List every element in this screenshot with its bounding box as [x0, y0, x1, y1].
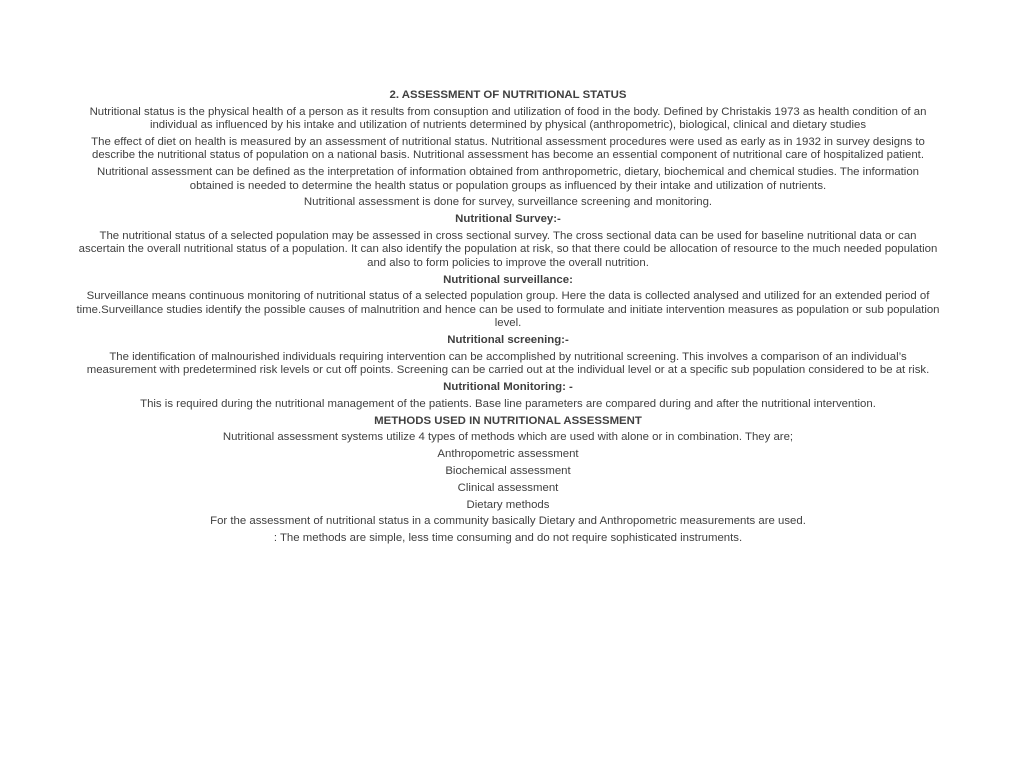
document-page — [76, 89, 940, 549]
intro-paragraph: Nutritional assessment can be defined as the interpretation of information obtained from anthropometric, dietary, biochemical and chemical studies. The information obtained is needed to determine the health status or population groups as influenced by their intake and utilization of nutrients. — [96, 166, 920, 192]
screening-heading: Nutritional screening:- — [447, 334, 569, 347]
method-item: Dietary methods — [466, 498, 550, 511]
document-title: 2. ASSESSMENT OF NUTRITIONAL STATUS — [389, 89, 627, 101]
intro-paragraph: Nutritional status is the physical health of a person as it results from consuption and utilization of food in the body. Defined by Christakis 1973 as health condition of an individual as influenced by his intake and utilization of nutrients determined by physical (anthropometric), biological, clinical and dietary studies — [89, 105, 927, 132]
surveillance-heading: Nutritional surveillance: — [443, 273, 573, 286]
method-item: Biochemical assessment — [445, 465, 571, 477]
methods-note: : The methods are simple, less time consuming and do not require sophisticated instruments. — [273, 532, 743, 545]
community-methods-paragraph: For the assessment of nutritional status in a community basically Dietary and Anthropometric measurements are used. — [210, 515, 806, 528]
survey-paragraph: The nutritional status of a selected population may be assessed in cross sectional survey. The cross sectional data can be used for baseline nutritional data or can ascertain the overall nutritional status of a population. It can also identify the population at risk, so that there could be allocation of resource to the much needed population and also to form policies to improve the overall nutrition. — [78, 230, 938, 269]
monitoring-heading: Nutritional Monitoring: - — [443, 381, 573, 394]
screening-paragraph: The identification of malnourished individuals requiring intervention can be accomplished by nutritional screening. This involves a comparison of an individual’s measurement with predetermined risk levels or cut off points. Screening can be carried out at the individual level or at a specific sub population considered to be at risk. — [86, 350, 930, 377]
method-item: Clinical assessment — [457, 481, 559, 494]
method-item: Anthropometric assessment — [437, 448, 579, 461]
intro-paragraph: Nutritional assessment is done for survey, surveillance screening and monitoring. — [303, 196, 713, 209]
methods-heading: METHODS USED IN NUTRITIONAL ASSESSMENT — [374, 414, 642, 427]
intro-paragraph: The effect of diet on health is measured by an assessment of nutritional status. Nutritional assessment procedures were used as early as in 1932 in survey designs to describe the nutritional status of population on a national basis. Nutritional assessment has become an essential component of nutritional care of hospitalized patient. — [91, 136, 925, 162]
methods-intro: Nutritional assessment systems utilize 4 types of methods which are used with alone or in combination. They are; — [222, 431, 794, 444]
monitoring-paragraph: This is required during the nutritional management of the patients. Base line parameters are compared during and after the nutritional intervention. — [140, 397, 876, 410]
surveillance-paragraph: Surveillance means continuous monitoring of nutritional status of a selected population group. Here the data is collected analysed and utilized for an extended period of time.Surveillance studies identify the possible causes of malnutrition and hence can be used to formulate and initiate intervention measures as population or sub population level. — [76, 290, 940, 330]
survey-heading: Nutritional Survey:- — [455, 213, 561, 226]
